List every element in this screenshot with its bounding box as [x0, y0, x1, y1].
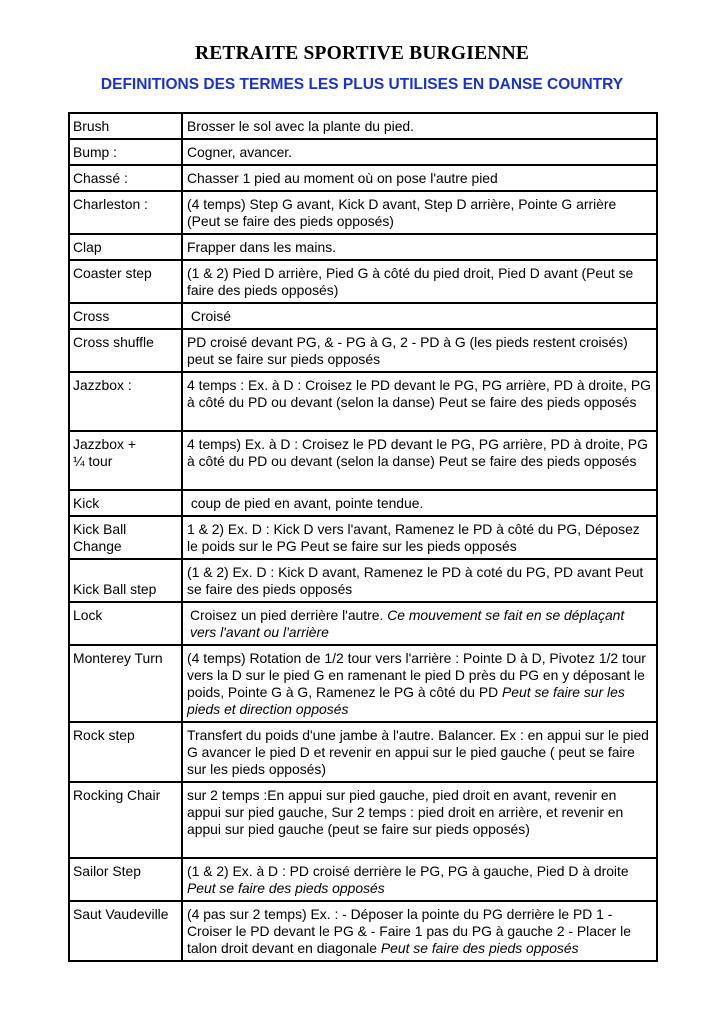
table-row — [69, 858, 657, 901]
table-row — [69, 516, 657, 559]
definition-cell: (4 temps) Rotation de 1/2 tour vers l'arrière : Pointe D à D, Pivotez 1/2 tour vers la D sur le pied G en ramenant le pied D près du PG en y déposant le poids, Pointe G à G, Ramenez le PG à côté du PD Peut se faire sur les pieds et direction opposés — [182, 645, 657, 722]
term-cell: Cross shuffle — [69, 329, 182, 372]
table-row — [69, 782, 657, 858]
definition-cell: (1 & 2) Pied D arrière, Pied G à côté du pied droit, Pied D avant (Peut se faire des pieds opposés) — [182, 260, 657, 303]
term-cell: Sailor Step — [69, 858, 182, 901]
table-row — [69, 260, 657, 303]
table-row — [69, 431, 657, 490]
definition-cell: sur 2 temps :En appui sur pied gauche, pied droit en avant, revenir en appui sur pied gauche, Sur 2 temps : pied droit en arrière, et revenir en appui sur pied gauche (peut se faire sur pieds opposés) — [182, 782, 657, 858]
term-cell: Chassé : — [69, 165, 182, 191]
definition-cell: 1 & 2) Ex. D : Kick D vers l'avant, Ramenez le PD à côté du PG, Déposez le poids sur le PG Peut se faire sur les pieds opposés — [182, 516, 657, 559]
page-title: RETRAITE SPORTIVE BURGIENNE — [194, 43, 530, 64]
table-row — [69, 139, 657, 165]
definition-cell: Frapper dans les mains. — [182, 234, 657, 260]
table-row — [69, 303, 657, 329]
definition-cell: PD croisé devant PG, & - PG à G, 2 - PD à G (les pieds restent croisés) peut se faire sur pieds opposés — [182, 329, 657, 372]
table-row — [69, 602, 657, 645]
definition-cell: Croisez un pied derrière l'autre. Ce mouvement se fait en se déplaçant vers l'avant ou l'arrière — [182, 602, 657, 645]
table-row — [69, 165, 657, 191]
term-cell: Kick — [69, 490, 182, 516]
definition-cell: coup de pied en avant, pointe tendue. — [182, 490, 657, 516]
table-row — [69, 113, 657, 139]
definition-cell: (4 temps) Step G avant, Kick D avant, Step D arrière, Pointe G arrière (Peut se faire des pieds opposés) — [182, 191, 657, 234]
definition-cell: (1 & 2) Ex. à D : PD croisé derrière le PG, PG à gauche, Pied D à droite Peut se faire des pieds opposés — [182, 858, 657, 901]
term-cell: Monterey Turn — [69, 645, 182, 722]
table-row — [69, 901, 657, 961]
definition-cell: (4 pas sur 2 temps) Ex. : - Déposer la pointe du PG derrière le PD 1 - Croiser le PD devant le PG & - Faire 1 pas du PG à gauche 2 - Placer le talon droit devant en diagonale Peut se faire des pieds opposés — [182, 901, 657, 961]
term-cell: Cross — [69, 303, 182, 329]
definition-cell: Brosser le sol avec la plante du pied. — [182, 113, 657, 139]
definition-cell: Chasser 1 pied au moment où on pose l'autre pied — [182, 165, 657, 191]
table-row — [69, 490, 657, 516]
term-cell: Kick Ball Change — [69, 516, 182, 559]
term-cell: Rocking Chair — [69, 782, 182, 858]
table-row — [69, 645, 657, 722]
definition-cell: (1 & 2) Ex. D : Kick D avant, Ramenez le PD à coté du PG, PD avant Peut se faire des pieds opposés — [182, 559, 657, 602]
page-subtitle: DEFINITIONS DES TERMES LES PLUS UTILISES EN DANSE COUNTRY — [100, 76, 624, 93]
definition-cell: Cogner, avancer. — [182, 139, 657, 165]
definition-cell: 4 temps : Ex. à D : Croisez le PD devant le PG, PG arrière, PD à droite, PG à côté du PD ou devant (selon la danse) Peut se faire des pieds opposés — [182, 372, 657, 431]
term-cell: Clap — [69, 234, 182, 260]
table-row — [69, 559, 657, 602]
table-row — [69, 191, 657, 234]
term-cell: Brush — [69, 113, 182, 139]
table-row — [69, 329, 657, 372]
term-cell: Bump : — [69, 139, 182, 165]
term-cell: Rock step — [69, 722, 182, 782]
table-row — [69, 372, 657, 431]
definition-cell: Transfert du poids d'une jambe à l'autre. Balancer. Ex : en appui sur le pied G avancer le pied D et revenir en appui sur le pied gauche ( peut se faire sur les pieds opposés) — [182, 722, 657, 782]
term-cell: Lock — [69, 602, 182, 645]
term-cell: Saut Vaudeville — [69, 901, 182, 961]
glossary-table — [68, 112, 658, 962]
table-row — [69, 234, 657, 260]
term-cell: Charleston : — [69, 191, 182, 234]
term-cell: Coaster step — [69, 260, 182, 303]
term-cell: Jazzbox + ¼ tour — [69, 431, 182, 490]
definition-cell: 4 temps) Ex. à D : Croisez le PD devant le PG, PG arrière, PD à droite, PG à côté du PD ou devant (selon la danse) Peut se faire des pieds opposés — [182, 431, 657, 490]
table-row — [69, 722, 657, 782]
term-cell: Jazzbox : — [69, 372, 182, 431]
definition-cell: Croisé — [182, 303, 657, 329]
term-cell: Kick Ball step — [69, 559, 182, 602]
